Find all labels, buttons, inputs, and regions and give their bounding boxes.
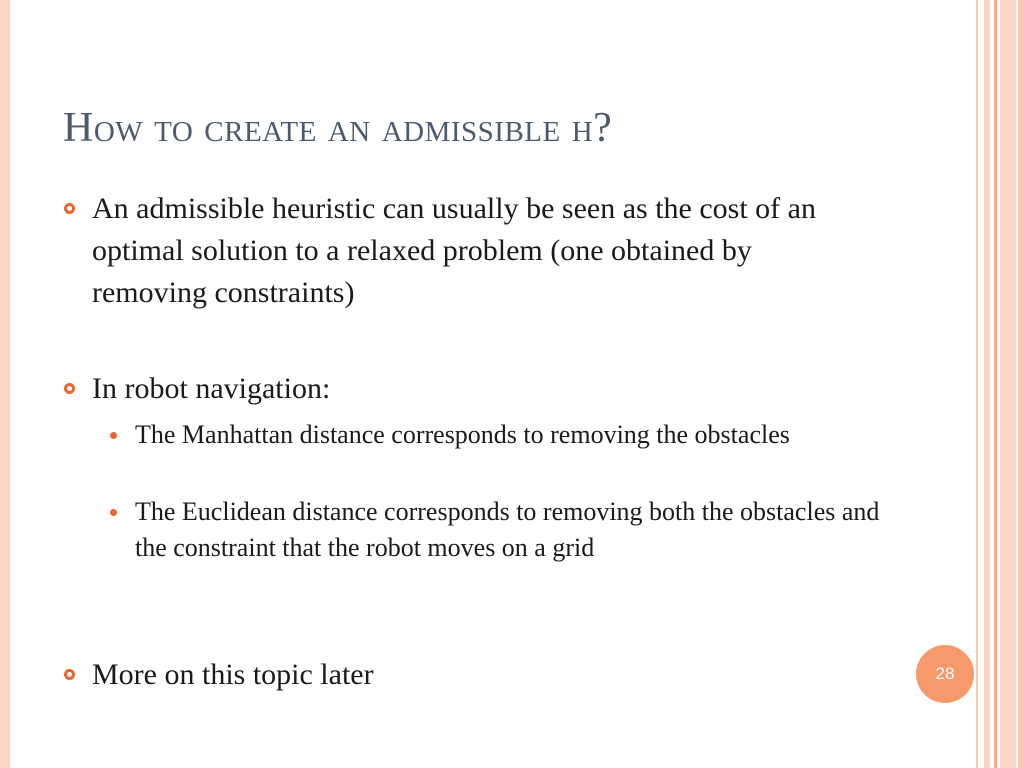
- left-frame-border: [0, 0, 10, 768]
- bullet-marker-icon: [64, 669, 75, 680]
- slide-title: How to create an admissible h?: [63, 105, 613, 151]
- sub-bullet-dot-icon: [110, 509, 117, 516]
- right-stripes-decoration: [976, 0, 1024, 768]
- sub-bullet-item: The Manhattan distance corresponds to removing the obstacles: [135, 420, 790, 449]
- bullet-marker-icon: [64, 383, 75, 394]
- bullet-marker-icon: [64, 203, 75, 214]
- bullet-item: More on this topic later: [92, 658, 374, 691]
- bullet-item: An admissible heuristic can usually be seen as the cost of an optimal solution to a relaxed problem (one obtained by removing constraints): [92, 192, 816, 309]
- bullet-item: In robot navigation:: [92, 372, 331, 405]
- sub-bullet-dot-icon: [110, 432, 117, 439]
- page-number-badge: 28: [916, 645, 974, 703]
- sub-bullet-item: The Euclidean distance corresponds to removing both the obstacles and the constraint that the robot moves on a grid: [135, 497, 880, 562]
